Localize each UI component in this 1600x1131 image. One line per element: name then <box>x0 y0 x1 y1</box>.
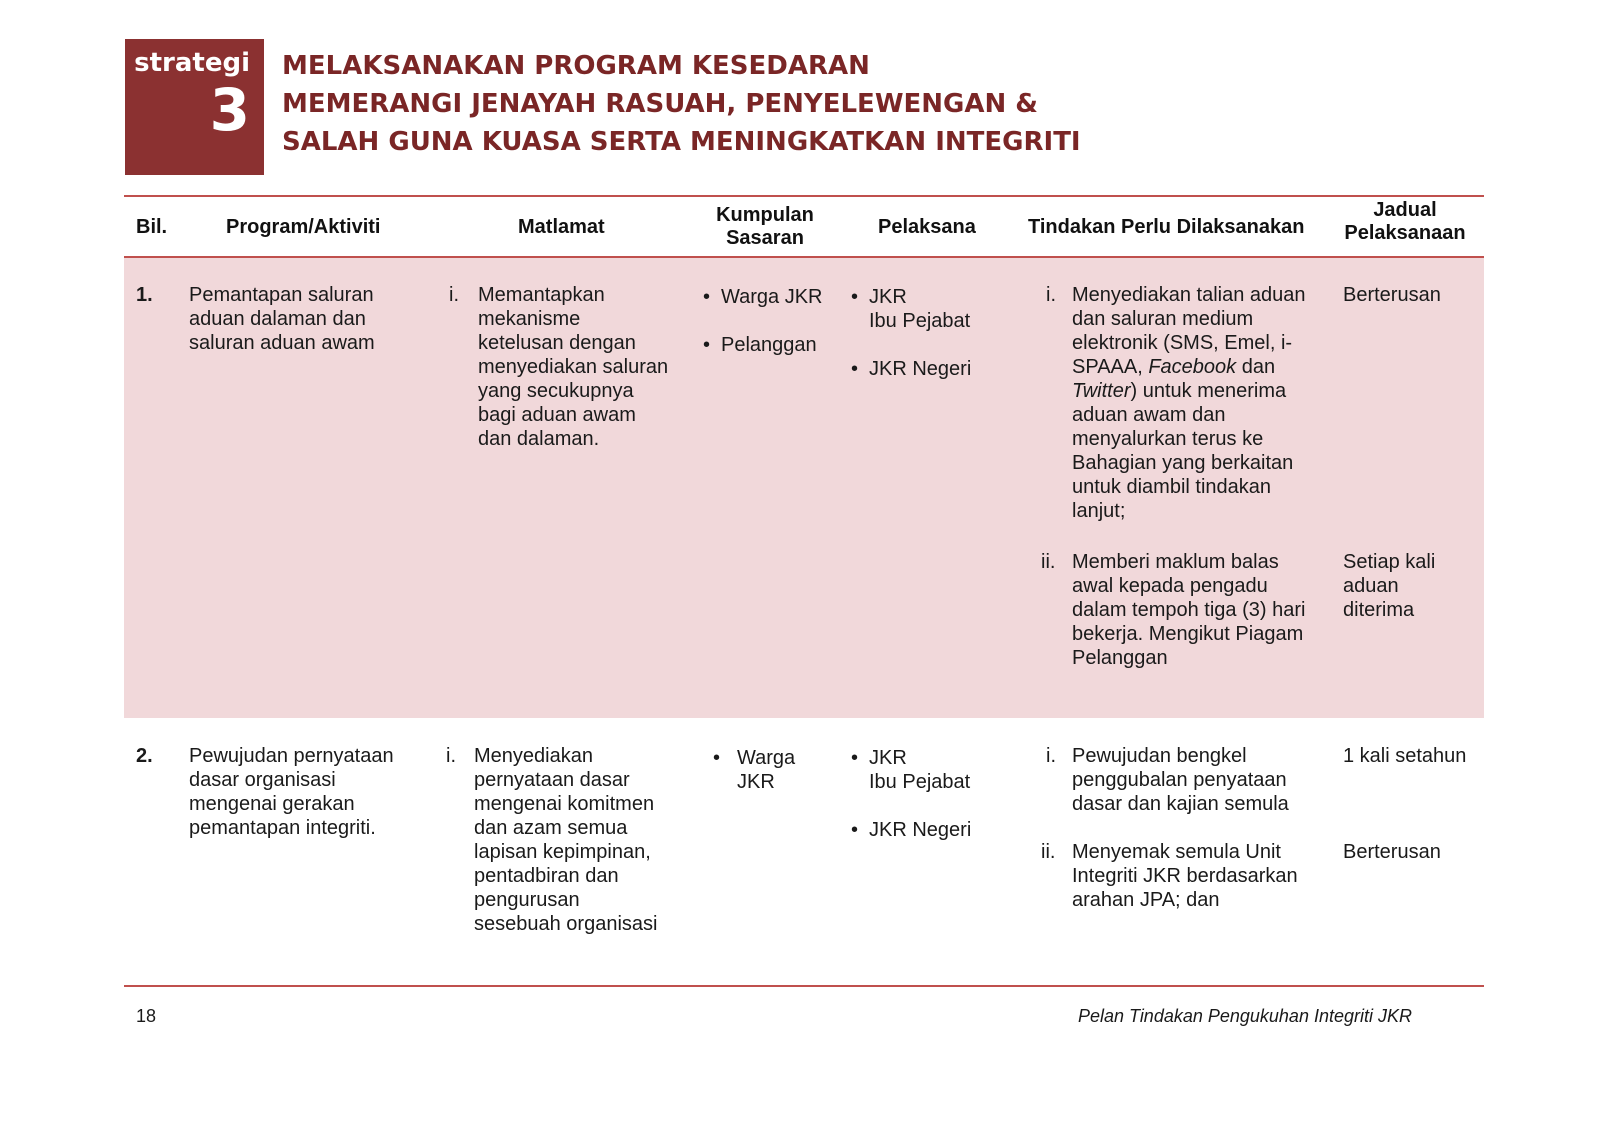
text-line: dan saluran medium <box>1072 308 1254 330</box>
text-line: mengenai gerakan <box>189 793 355 815</box>
header-jadual <box>1335 199 1475 245</box>
bullet-icon: • <box>713 747 721 769</box>
bullet-text <box>869 285 970 333</box>
text-line: Memberi maklum balas <box>1072 551 1279 573</box>
footer-document-title: Pelan Tindakan Pengukuhan Integriti JKR <box>1077 1006 1412 1026</box>
strategy-number: 3 <box>209 76 250 144</box>
bullet-text: JKR Negeri <box>869 358 972 380</box>
text-line: Integriti JKR berdasarkan <box>1072 865 1298 887</box>
tindakan-text <box>1072 550 1342 670</box>
text-line <box>1072 379 1332 403</box>
text-line: Memantapkan <box>478 284 605 306</box>
text-line: Berterusan <box>1343 841 1441 863</box>
text-line: Pewujudan pernyataan <box>189 745 394 767</box>
header-bil: Bil. <box>136 216 168 238</box>
bullet-icon: • <box>851 286 859 308</box>
text-line: pentadbiran dan <box>474 865 619 887</box>
matlamat-text <box>478 283 698 451</box>
text-span-italic: Twitter <box>1072 380 1131 402</box>
text-line: JKR <box>737 771 775 793</box>
list-marker: i. <box>1046 284 1056 306</box>
list-marker: ii. <box>1041 841 1056 863</box>
bullet-text: Warga JKR <box>721 286 823 308</box>
row2-bil: 2. <box>136 745 153 767</box>
text-line: untuk diambil tindakan <box>1072 476 1272 498</box>
text-line: elektronik (SMS, Emel, i- <box>1072 332 1293 354</box>
header-program: Program/Aktiviti <box>226 216 381 238</box>
text-line: arahan JPA; dan <box>1072 889 1220 911</box>
text-line: yang secukupnya <box>478 380 634 402</box>
text-line: mekanisme <box>478 308 581 330</box>
bullet-icon: • <box>703 334 711 356</box>
bullet-icon: • <box>851 747 859 769</box>
text-line: diterima <box>1343 599 1415 621</box>
header-kumpulan <box>705 204 825 250</box>
row1-jadual-item <box>1343 550 1435 622</box>
text-line: Setiap kali <box>1343 551 1436 573</box>
strategy-label: strategi <box>134 48 250 78</box>
text-line: Ibu Pejabat <box>869 771 971 793</box>
header-matlamat: Matlamat <box>518 216 605 238</box>
title-line: MELAKSANAKAN PROGRAM KESEDARAN <box>282 51 870 81</box>
footer-rule <box>124 985 1484 987</box>
matlamat-text <box>474 744 694 936</box>
text-line: menyalurkan terus ke <box>1072 428 1264 450</box>
text-line: lapisan kepimpinan, <box>474 841 651 863</box>
row1-jadual-item <box>1343 283 1441 307</box>
text-line: bagi aduan awam <box>478 404 636 426</box>
bullet-text <box>869 746 970 794</box>
header-jadual-line1: Jadual <box>1373 199 1437 221</box>
header-kumpulan-line1: Kumpulan <box>716 204 814 226</box>
text-line: dasar organisasi <box>189 769 336 791</box>
title-line: MEMERANGI JENAYAH RASUAH, PENYELEWENGAN & <box>282 89 1038 119</box>
text-span-italic: Facebook <box>1148 356 1237 378</box>
list-marker: i. <box>1046 745 1056 767</box>
text-line: 1 kali setahun <box>1343 745 1467 767</box>
text-span: dan <box>1236 356 1276 378</box>
text-line: Menyediakan talian aduan <box>1072 284 1306 306</box>
text-line: Menyemak semula Unit <box>1072 841 1281 863</box>
header-jadual-line2: Pelaksanaan <box>1344 222 1466 244</box>
tindakan-text <box>1072 283 1332 523</box>
text-span: SPAAA, <box>1072 356 1149 378</box>
text-line: aduan awam dan <box>1072 404 1226 426</box>
text-line <box>1072 355 1332 379</box>
header-kumpulan-line2: Sasaran <box>726 227 804 249</box>
page-title <box>282 47 1081 161</box>
title-line: SALAH GUNA KUASA SERTA MENINGKATKAN INTEGRITI <box>282 127 1081 157</box>
text-line: pemantapan integriti. <box>189 817 376 839</box>
header-tindakan: Tindakan Perlu Dilaksanakan <box>1028 216 1305 238</box>
text-line: penggubalan penyataan <box>1072 769 1287 791</box>
bullet-icon: • <box>851 358 859 380</box>
bullet-text: JKR Negeri <box>869 819 972 841</box>
text-line: Berterusan <box>1343 284 1441 306</box>
text-line: JKR <box>869 747 907 769</box>
text-line: Pemantapan saluran <box>189 284 374 306</box>
row2-jadual-item <box>1343 840 1441 864</box>
text-line: menyediakan saluran <box>478 356 669 378</box>
strategy-badge <box>125 39 264 175</box>
tindakan-text <box>1072 840 1342 912</box>
text-line: aduan dalaman dan <box>189 308 366 330</box>
text-line: Warga <box>737 747 796 769</box>
list-marker: i. <box>446 745 456 767</box>
page-number: 18 <box>136 1006 157 1026</box>
text-line: dan azam semua <box>474 817 628 839</box>
text-line: dalam tempoh tiga (3) hari <box>1072 599 1306 621</box>
list-marker: ii. <box>1041 551 1056 573</box>
text-line: Pewujudan bengkel <box>1072 745 1247 767</box>
text-line: bekerja. Mengikut Piagam <box>1072 623 1304 645</box>
text-line: Pelanggan <box>1072 647 1168 669</box>
list-marker: i. <box>449 284 459 306</box>
text-line: Bahagian yang berkaitan <box>1072 452 1294 474</box>
text-line: ketelusan dengan <box>478 332 636 354</box>
text-line: awal kepada pengadu <box>1072 575 1268 597</box>
text-line: Ibu Pejabat <box>869 310 971 332</box>
header-pelaksana: Pelaksana <box>878 216 976 238</box>
text-line: lanjut; <box>1072 500 1126 522</box>
text-line: mengenai komitmen <box>474 793 655 815</box>
bullet-text <box>737 746 795 794</box>
text-span: ) untuk menerima <box>1130 380 1287 402</box>
text-line: pengurusan <box>474 889 580 911</box>
bullet-icon: • <box>703 286 711 308</box>
header-top-rule <box>124 195 1484 197</box>
bullet-icon: • <box>851 819 859 841</box>
text-line: saluran aduan awam <box>189 332 375 354</box>
text-line: JKR <box>869 286 907 308</box>
text-line: dasar dan kajian semula <box>1072 793 1289 815</box>
text-line: Menyediakan <box>474 745 593 767</box>
tindakan-text <box>1072 744 1332 816</box>
text-line: aduan <box>1343 575 1399 597</box>
text-line: sesebuah organisasi <box>474 913 658 935</box>
text-line: dan dalaman. <box>478 428 600 450</box>
row2-jadual-item <box>1343 744 1466 768</box>
row2-program <box>189 744 394 840</box>
text-line: pernyataan dasar <box>474 769 630 791</box>
row1-program <box>189 283 375 355</box>
bullet-text: Pelanggan <box>721 334 817 356</box>
row1-bil: 1. <box>136 284 153 306</box>
